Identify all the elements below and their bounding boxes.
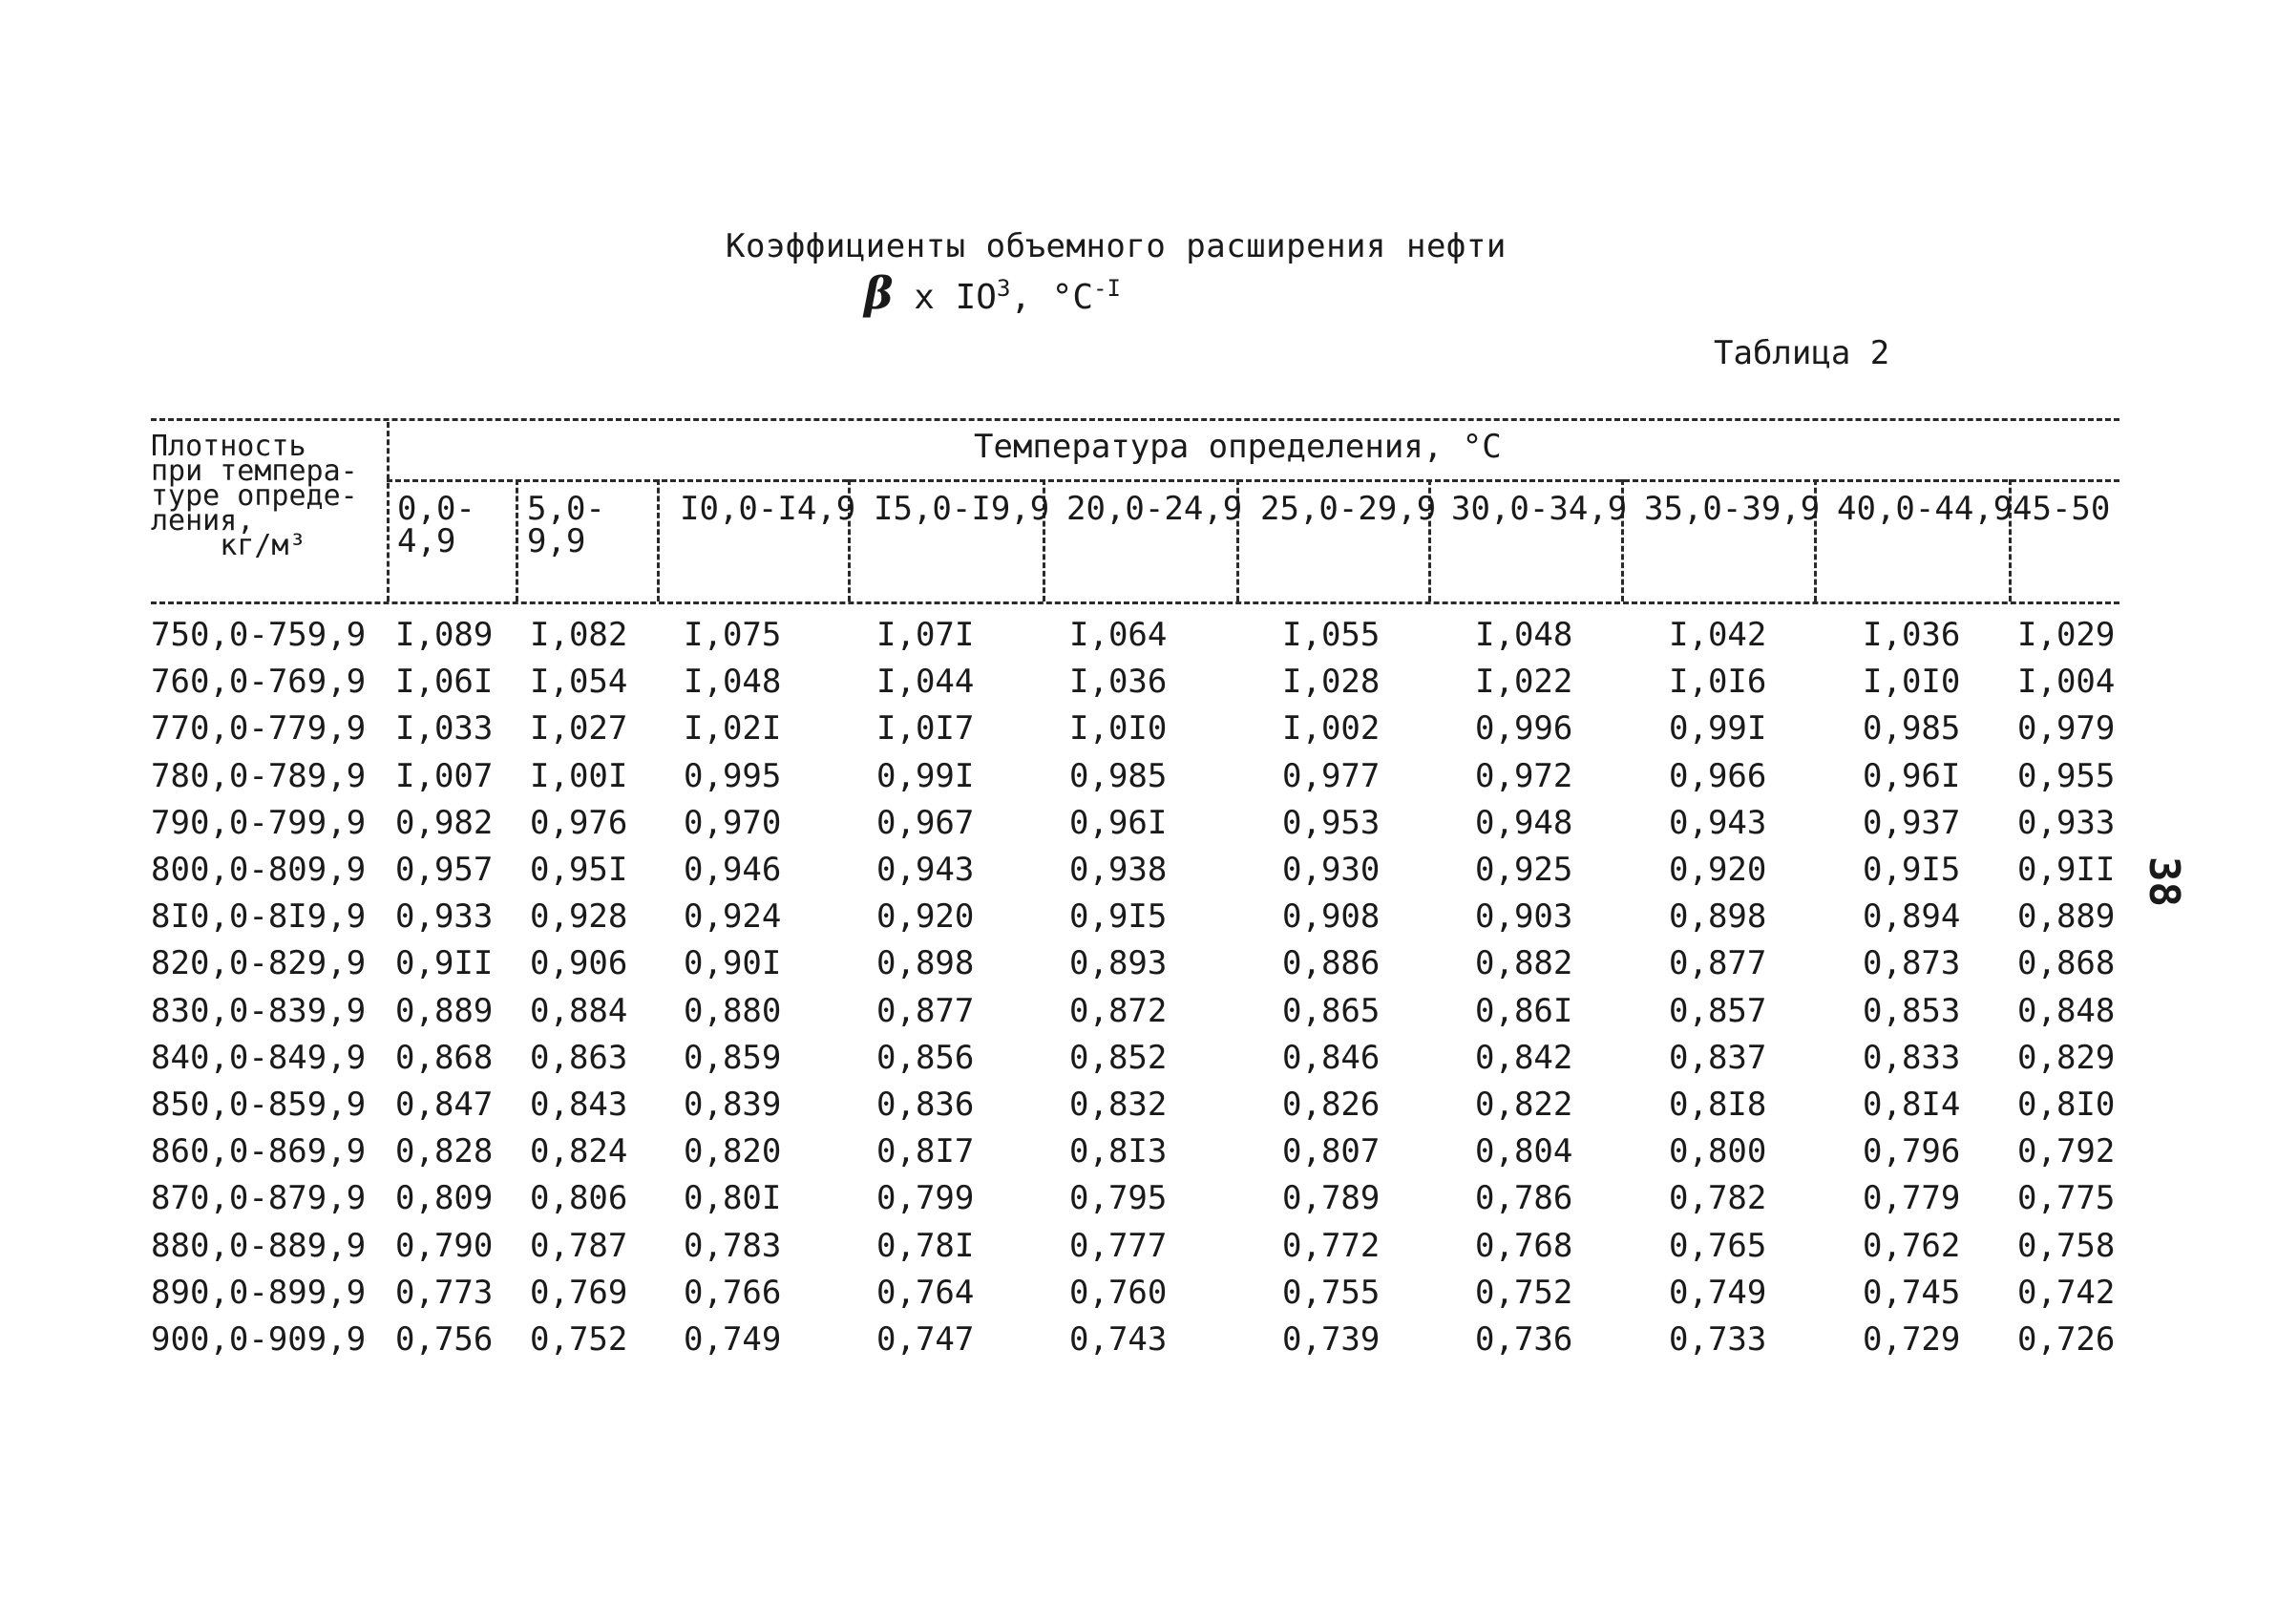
formula-unit-exponent: -I — [1093, 275, 1121, 302]
density-cell: 800,0-809,9 — [151, 851, 367, 889]
value-cell: 0,865 — [1282, 991, 1381, 1030]
density-header: Плотность при темпера- туре опреде- ления, кг/м³ — [151, 430, 358, 562]
density-cell: 830,0-839,9 — [151, 991, 367, 1030]
value-cell: 0,8I3 — [1069, 1132, 1168, 1171]
value-cell: 0,795 — [1069, 1179, 1168, 1218]
value-cell: 0,790 — [395, 1226, 494, 1265]
value-cell: 0,924 — [684, 897, 782, 937]
formula — [864, 267, 1121, 319]
value-cell: I,022 — [1475, 663, 1573, 702]
value-cell: I,054 — [530, 663, 628, 702]
value-cell: I,0I0 — [1069, 709, 1168, 749]
value-cell: 0,86I — [1475, 991, 1573, 1030]
value-cell: 0,863 — [530, 1038, 628, 1077]
value-cell: 0,739 — [1282, 1320, 1381, 1359]
value-cell: 0,938 — [1069, 851, 1168, 889]
value-cell: 0,985 — [1863, 709, 1961, 749]
value-cell: 0,828 — [395, 1132, 494, 1171]
value-cell: 0,758 — [2017, 1226, 2116, 1265]
value-cell: 0,96I — [1069, 803, 1168, 842]
value-cell: 0,857 — [1669, 991, 1767, 1030]
value-cell: 0,796 — [1863, 1132, 1961, 1171]
value-cell: 0,859 — [684, 1038, 782, 1077]
value-cell: I,036 — [1863, 616, 1961, 654]
density-cell: 890,0-899,9 — [151, 1273, 367, 1312]
value-cell: 0,8I7 — [876, 1132, 975, 1171]
value-cell: 0,868 — [395, 1038, 494, 1077]
value-cell: 0,948 — [1475, 803, 1573, 842]
value-cell: I,0I0 — [1863, 663, 1961, 702]
value-cell: 0,800 — [1669, 1132, 1767, 1171]
value-cell: 0,743 — [1069, 1320, 1168, 1359]
formula-exponent: 3 — [996, 275, 1011, 302]
value-cell: 0,822 — [1475, 1086, 1573, 1124]
value-cell: 0,78I — [876, 1226, 975, 1265]
value-cell: 0,747 — [876, 1320, 975, 1359]
density-cell: 820,0-829,9 — [151, 944, 367, 983]
value-cell: 0,799 — [876, 1179, 975, 1218]
column-separator — [657, 479, 660, 601]
value-cell: 0,852 — [1069, 1038, 1168, 1077]
value-cell: 0,775 — [2017, 1179, 2116, 1218]
value-cell: 0,749 — [1669, 1273, 1767, 1312]
value-cell: 0,970 — [684, 803, 782, 842]
value-cell: 0,787 — [530, 1226, 628, 1265]
value-cell: 0,977 — [1282, 756, 1381, 795]
temperature-column-header: 30,0-34,9 — [1451, 490, 1628, 528]
value-cell: 0,967 — [876, 803, 975, 842]
value-cell: 0,843 — [530, 1086, 628, 1124]
value-cell: 0,873 — [1863, 944, 1961, 983]
value-cell: 0,786 — [1475, 1179, 1573, 1218]
value-cell: 0,9II — [395, 944, 494, 983]
temperature-header: Температура определения, °C — [974, 428, 1502, 466]
value-cell: 0,995 — [684, 756, 782, 795]
value-cell: I,048 — [684, 663, 782, 702]
value-cell: 0,824 — [530, 1132, 628, 1171]
density-cell: 860,0-869,9 — [151, 1132, 367, 1171]
temperature-subheader-rule — [387, 479, 2119, 482]
value-cell: I,064 — [1069, 616, 1168, 654]
value-cell: 0,772 — [1282, 1226, 1381, 1265]
value-cell: 0,777 — [1069, 1226, 1168, 1265]
temperature-column-header: 25,0-29,9 — [1260, 490, 1437, 528]
value-cell: 0,807 — [1282, 1132, 1381, 1171]
value-cell: 0,832 — [1069, 1086, 1168, 1124]
value-cell: 0,886 — [1282, 944, 1381, 983]
value-cell: 0,99I — [1669, 709, 1767, 749]
value-cell: I,004 — [2017, 663, 2116, 702]
value-cell: I,007 — [395, 756, 494, 795]
value-cell: 0,804 — [1475, 1132, 1573, 1171]
value-cell: 0,833 — [1863, 1038, 1961, 1077]
value-cell: I,00I — [530, 756, 628, 795]
value-cell: 0,872 — [1069, 991, 1168, 1030]
value-cell: 0,806 — [530, 1179, 628, 1218]
value-cell: 0,768 — [1475, 1226, 1573, 1265]
temperature-column-header: 45-50 — [2013, 490, 2111, 528]
value-cell: 0,846 — [1282, 1038, 1381, 1077]
table-top-rule — [151, 418, 2119, 421]
temperature-column-header: 40,0-44,9 — [1837, 490, 2013, 528]
table-label: Таблица 2 — [1714, 334, 1890, 372]
value-cell: 0,760 — [1069, 1273, 1168, 1312]
value-cell: 0,755 — [1282, 1273, 1381, 1312]
value-cell: 0,96I — [1863, 756, 1961, 795]
value-cell: I,048 — [1475, 616, 1573, 654]
value-cell: 0,792 — [2017, 1132, 2116, 1171]
value-cell: 0,752 — [530, 1320, 628, 1359]
value-cell: 0,884 — [530, 991, 628, 1030]
formula-text: x IO — [914, 278, 997, 317]
value-cell: 0,920 — [876, 897, 975, 937]
value-cell: I,02I — [684, 709, 782, 749]
value-cell: 0,893 — [1069, 944, 1168, 983]
value-cell: 0,842 — [1475, 1038, 1573, 1077]
value-cell: 0,836 — [876, 1086, 975, 1124]
value-cell: 0,933 — [2017, 803, 2116, 842]
value-cell: 0,979 — [2017, 709, 2116, 749]
value-cell: 0,762 — [1863, 1226, 1961, 1265]
value-cell: 0,783 — [684, 1226, 782, 1265]
value-cell: 0,726 — [2017, 1320, 2116, 1359]
value-cell: I,082 — [530, 616, 628, 654]
column-separator — [516, 479, 518, 601]
page-title: Коэффициенты объемного расширения нефти — [726, 227, 1507, 265]
value-cell: 0,782 — [1669, 1179, 1767, 1218]
density-cell: 840,0-849,9 — [151, 1038, 367, 1077]
value-cell: 0,972 — [1475, 756, 1573, 795]
value-cell: 0,764 — [876, 1273, 975, 1312]
value-cell: 0,809 — [395, 1179, 494, 1218]
density-cell: 8I0,0-8I9,9 — [151, 897, 367, 937]
value-cell: I,002 — [1282, 709, 1381, 749]
value-cell: 0,756 — [395, 1320, 494, 1359]
value-cell: 0,882 — [1475, 944, 1573, 983]
value-cell: 0,894 — [1863, 897, 1961, 937]
temperature-column-header: I5,0-I9,9 — [874, 490, 1050, 528]
value-cell: 0,955 — [2017, 756, 2116, 795]
temperature-column-header: 20,0-24,9 — [1066, 490, 1243, 528]
density-cell: 760,0-769,9 — [151, 663, 367, 702]
value-cell: 0,877 — [1669, 944, 1767, 983]
value-cell: 0,80I — [684, 1179, 782, 1218]
density-cell: 770,0-779,9 — [151, 709, 367, 749]
value-cell: 0,976 — [530, 803, 628, 842]
density-cell: 850,0-859,9 — [151, 1086, 367, 1124]
value-cell: 0,937 — [1863, 803, 1961, 842]
value-cell: 0,982 — [395, 803, 494, 842]
value-cell: 0,9I5 — [1069, 897, 1168, 937]
value-cell: I,06I — [395, 663, 494, 702]
value-cell: 0,957 — [395, 851, 494, 889]
value-cell: I,075 — [684, 616, 782, 654]
temperature-column-header: 0,0- 4,9 — [397, 490, 475, 560]
value-cell: I,033 — [395, 709, 494, 749]
value-cell: I,0I6 — [1669, 663, 1767, 702]
value-cell: 0,889 — [395, 991, 494, 1030]
value-cell: 0,943 — [1669, 803, 1767, 842]
density-cell: 780,0-789,9 — [151, 756, 367, 795]
value-cell: 0,920 — [1669, 851, 1767, 889]
value-cell: I,042 — [1669, 616, 1767, 654]
temperature-column-header: I0,0-I4,9 — [680, 490, 856, 528]
formula-unit: , °C — [1010, 278, 1094, 317]
value-cell: 0,996 — [1475, 709, 1573, 749]
value-cell: 0,953 — [1282, 803, 1381, 842]
value-cell: 0,769 — [530, 1273, 628, 1312]
density-column-separator — [387, 422, 390, 601]
value-cell: 0,877 — [876, 991, 975, 1030]
value-cell: 0,880 — [684, 991, 782, 1030]
density-cell: 870,0-879,9 — [151, 1179, 367, 1218]
value-cell: 0,847 — [395, 1086, 494, 1124]
value-cell: 0,8I8 — [1669, 1086, 1767, 1124]
value-cell: 0,99I — [876, 756, 975, 795]
value-cell: 0,943 — [876, 851, 975, 889]
value-cell: I,07I — [876, 616, 975, 654]
density-cell: 900,0-909,9 — [151, 1320, 367, 1359]
value-cell: 0,733 — [1669, 1320, 1767, 1359]
value-cell: 0,889 — [2017, 897, 2116, 937]
value-cell: 0,826 — [1282, 1086, 1381, 1124]
value-cell: I,044 — [876, 663, 975, 702]
density-cell: 880,0-889,9 — [151, 1226, 367, 1265]
value-cell: 0,742 — [2017, 1273, 2116, 1312]
value-cell: I,036 — [1069, 663, 1168, 702]
value-cell: 0,765 — [1669, 1226, 1767, 1265]
value-cell: I,055 — [1282, 616, 1381, 654]
value-cell: 0,908 — [1282, 897, 1381, 937]
value-cell: 0,829 — [2017, 1038, 2116, 1077]
temperature-column-header: 5,0- 9,9 — [527, 490, 605, 560]
value-cell: 0,906 — [530, 944, 628, 983]
value-cell: 0,985 — [1069, 756, 1168, 795]
value-cell: 0,868 — [2017, 944, 2116, 983]
value-cell: 0,9II — [2017, 851, 2116, 889]
value-cell: I,027 — [530, 709, 628, 749]
value-cell: 0,9I5 — [1863, 851, 1961, 889]
value-cell: 0,928 — [530, 897, 628, 937]
value-cell: 0,95I — [530, 851, 628, 889]
beta-symbol: β — [864, 267, 894, 319]
value-cell: 0,930 — [1282, 851, 1381, 889]
value-cell: 0,837 — [1669, 1038, 1767, 1077]
value-cell: 0,766 — [684, 1273, 782, 1312]
value-cell: I,0I7 — [876, 709, 975, 749]
value-cell: 0,839 — [684, 1086, 782, 1124]
density-cell: 750,0-759,9 — [151, 616, 367, 654]
value-cell: 0,789 — [1282, 1179, 1381, 1218]
value-cell: 0,8I0 — [2017, 1086, 2116, 1124]
value-cell: 0,966 — [1669, 756, 1767, 795]
value-cell: 0,853 — [1863, 991, 1961, 1030]
value-cell: 0,752 — [1475, 1273, 1573, 1312]
value-cell: 0,736 — [1475, 1320, 1573, 1359]
value-cell: 0,8I4 — [1863, 1086, 1961, 1124]
value-cell: 0,90I — [684, 944, 782, 983]
density-cell: 790,0-799,9 — [151, 803, 367, 842]
value-cell: 0,729 — [1863, 1320, 1961, 1359]
value-cell: 0,779 — [1863, 1179, 1961, 1218]
value-cell: 0,898 — [876, 944, 975, 983]
value-cell: 0,903 — [1475, 897, 1573, 937]
header-bottom-rule — [151, 601, 2119, 604]
value-cell: I,028 — [1282, 663, 1381, 702]
value-cell: 0,933 — [395, 897, 494, 937]
value-cell: 0,848 — [2017, 991, 2116, 1030]
value-cell: 0,820 — [684, 1132, 782, 1171]
value-cell: 0,773 — [395, 1273, 494, 1312]
value-cell: 0,946 — [684, 851, 782, 889]
value-cell: I,029 — [2017, 616, 2116, 654]
value-cell: 0,856 — [876, 1038, 975, 1077]
temperature-column-header: 35,0-39,9 — [1644, 490, 1821, 528]
value-cell: 0,898 — [1669, 897, 1767, 937]
value-cell: I,089 — [395, 616, 494, 654]
value-cell: 0,745 — [1863, 1273, 1961, 1312]
value-cell: 0,925 — [1475, 851, 1573, 889]
value-cell: 0,749 — [684, 1320, 782, 1359]
page-number: 38 — [2139, 856, 2188, 907]
